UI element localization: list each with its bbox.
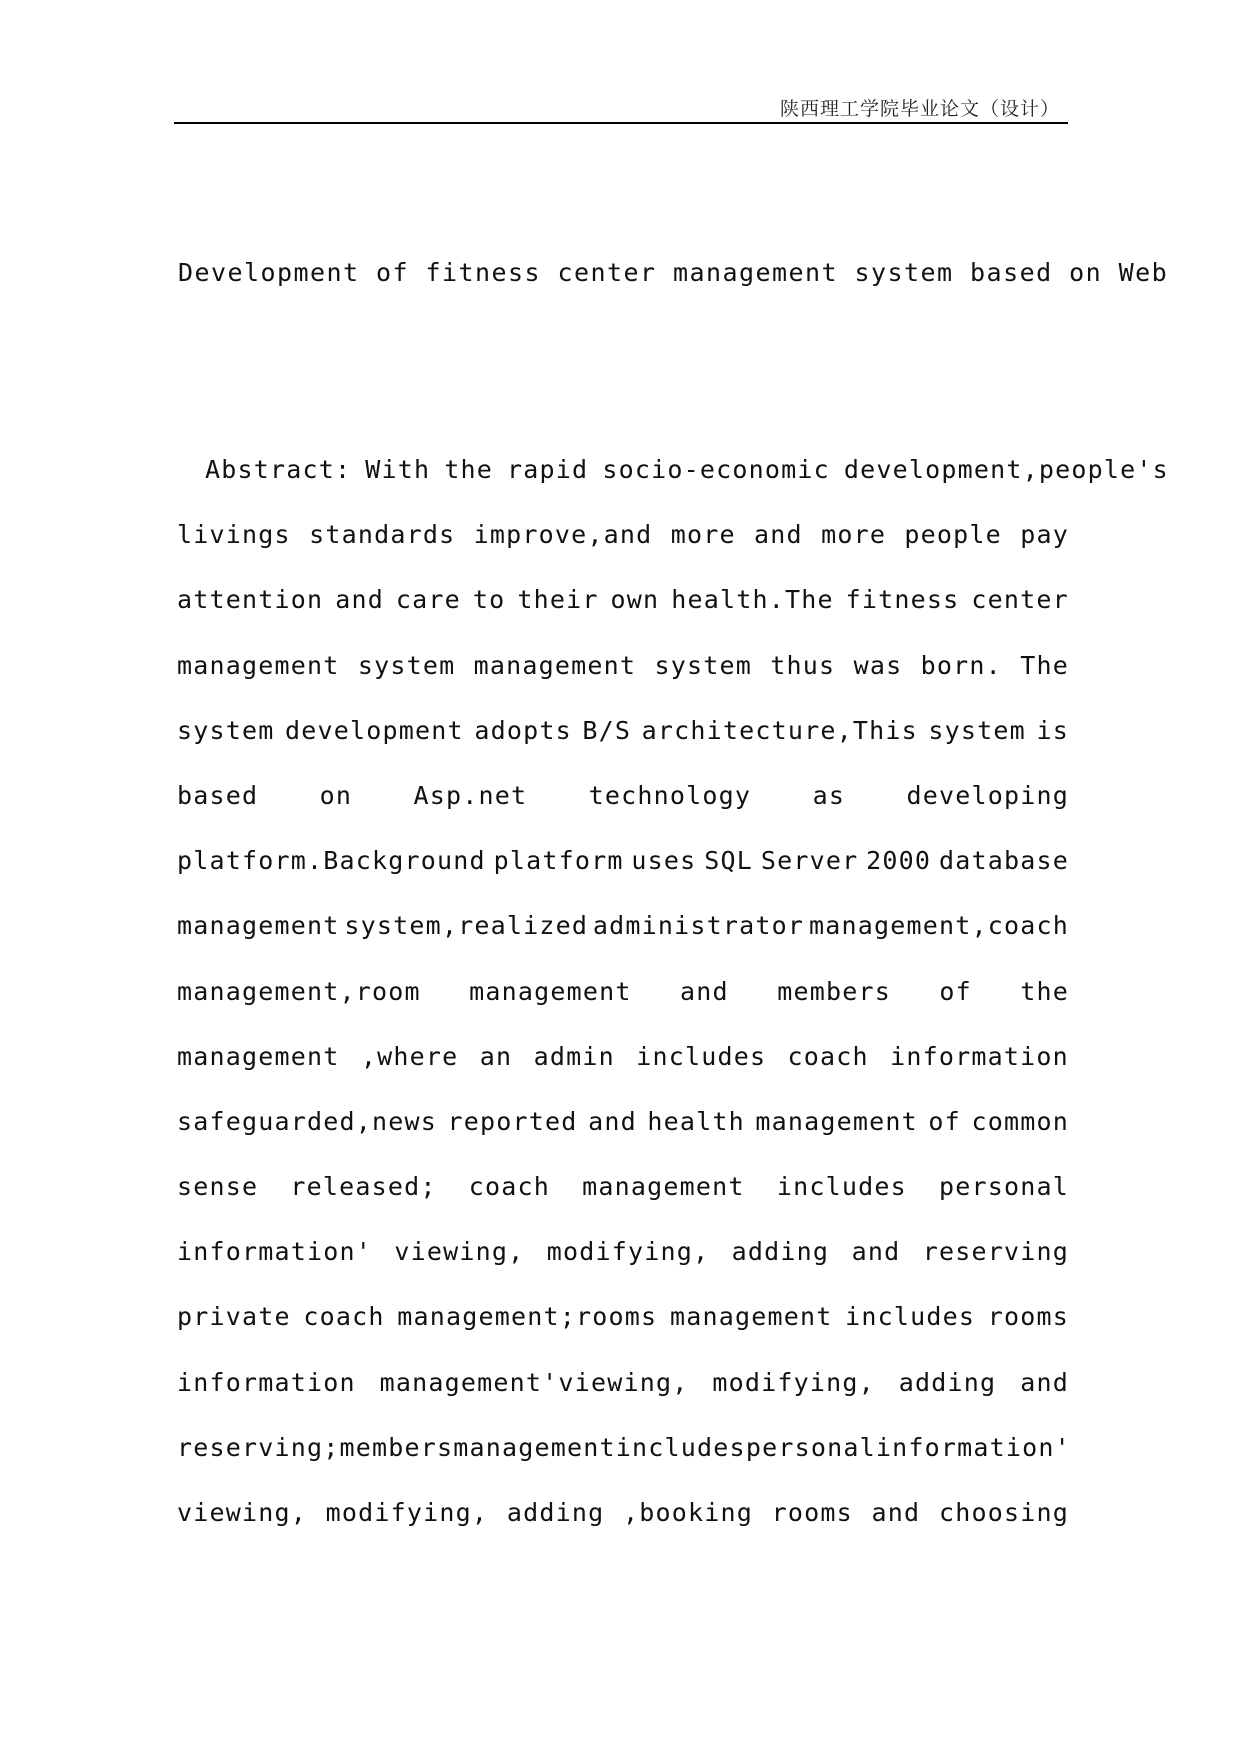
abstract-word: and — [335, 585, 384, 615]
abstract-word: management — [582, 1172, 745, 1202]
abstract-word: information' — [875, 1432, 1071, 1462]
abstract-word: modifying, — [712, 1367, 875, 1397]
abstract-word: includes — [636, 1041, 767, 1071]
abstract-word: management,coach — [808, 911, 1069, 941]
header-institution: 陕西理工学院毕业论文（设计） — [779, 98, 1060, 120]
abstract-word: released; — [290, 1172, 437, 1202]
abstract-word: rooms — [771, 1498, 853, 1527]
abstract-word: as — [812, 780, 846, 810]
abstract-word: and — [1020, 1367, 1069, 1397]
abstract-word: the — [1020, 976, 1069, 1006]
abstract-word: sense — [177, 1172, 259, 1202]
abstract-word: ,booking — [622, 1498, 753, 1527]
abstract-word: based — [177, 780, 259, 810]
abstract-line — [177, 1493, 1069, 1558]
abstract-word: The — [1020, 650, 1069, 680]
abstract-line — [177, 1297, 1069, 1362]
abstract-word: management,room — [177, 976, 421, 1006]
abstract-word: personal — [938, 1172, 1069, 1202]
abstract-word: health — [647, 1106, 745, 1136]
abstract-word: rooms — [987, 1302, 1069, 1332]
abstract-word: socio-economic — [602, 455, 830, 484]
abstract-word: management — [469, 976, 632, 1006]
abstract-word: common — [971, 1106, 1069, 1136]
abstract-line — [177, 450, 1169, 515]
abstract-word: own — [610, 585, 660, 615]
abstract-word: system — [654, 650, 752, 680]
abstract-word: includes — [776, 1172, 907, 1202]
abstract-word: livings — [177, 520, 291, 550]
abstract-word: B/S — [582, 715, 632, 745]
abstract-word: safeguarded,news — [177, 1106, 438, 1136]
abstract-word: developing — [906, 780, 1069, 810]
abstract-word: viewing, — [177, 1498, 308, 1527]
abstract-word: personal — [745, 1432, 876, 1462]
abstract-line — [177, 776, 1069, 841]
abstract-word: adding — [506, 1498, 605, 1527]
abstract-word: Asp.net — [413, 780, 528, 810]
abstract-word: modifying, — [325, 1498, 489, 1527]
abstract-line — [177, 1102, 1069, 1167]
abstract-word: management — [669, 1302, 833, 1332]
abstract-word: includes — [615, 1432, 746, 1462]
abstract-word: management'viewing, — [379, 1367, 689, 1397]
abstract-word: technology — [588, 780, 752, 810]
abstract-line — [177, 972, 1069, 1037]
abstract-word: system,realized — [344, 911, 589, 941]
abstract-word: Abstract: — [205, 455, 352, 484]
abstract-word: information' — [177, 1237, 373, 1267]
abstract-word: coach — [468, 1172, 551, 1202]
abstract-word: and — [680, 976, 729, 1006]
abstract-word: uses — [631, 846, 697, 876]
abstract-word: the — [444, 455, 494, 484]
abstract-word: information — [177, 1367, 356, 1397]
abstract-word: coach — [787, 1041, 869, 1071]
abstract-body — [177, 450, 1169, 1558]
abstract-word: SQL — [704, 846, 754, 876]
abstract-word: architecture,This — [641, 715, 918, 745]
abstract-word: thus — [770, 650, 836, 680]
abstract-word: attention — [177, 585, 324, 615]
abstract-word: management — [755, 1106, 918, 1136]
abstract-word: With — [365, 455, 431, 484]
abstract-word: administrator — [592, 911, 805, 941]
abstract-word: includes — [845, 1302, 976, 1332]
abstract-word: center — [971, 585, 1069, 615]
abstract-word: adopts — [474, 715, 572, 745]
abstract-word: modifying, — [546, 1237, 710, 1267]
abstract-line — [177, 906, 1069, 971]
abstract-word: management — [177, 1041, 340, 1071]
abstract-word: 2000 — [866, 846, 932, 876]
abstract-word: adding — [898, 1367, 997, 1397]
abstract-word: fitness — [845, 585, 960, 615]
abstract-word: private — [177, 1302, 291, 1332]
abstract-word: admin — [533, 1041, 615, 1071]
abstract-word: Server — [760, 846, 859, 876]
abstract-line — [177, 841, 1069, 906]
abstract-word: born. — [920, 650, 1002, 680]
page-header — [174, 92, 1068, 124]
abstract-word: choosing — [938, 1498, 1069, 1527]
abstract-word: to — [472, 585, 506, 615]
abstract-word: platform.Background — [177, 846, 486, 876]
abstract-word: people — [904, 520, 1002, 550]
abstract-word: management — [177, 911, 340, 941]
abstract-word: system — [928, 715, 1026, 745]
abstract-word: care — [395, 585, 461, 615]
abstract-word: more — [821, 520, 887, 550]
abstract-line — [177, 580, 1069, 645]
document-title: Development of fitness center management system based on Web — [178, 258, 1169, 287]
abstract-word: management — [473, 650, 637, 680]
abstract-word: their — [517, 585, 599, 615]
abstract-word: health.The — [671, 585, 834, 615]
abstract-word: improve,and — [473, 520, 653, 550]
abstract-word: members — [777, 976, 891, 1006]
abstract-word: information — [890, 1041, 1069, 1071]
abstract-word: management;rooms — [397, 1302, 658, 1332]
abstract-word: more — [670, 520, 736, 550]
abstract-line — [177, 1037, 1069, 1102]
abstract-word: development,people's — [843, 455, 1169, 484]
abstract-word: management — [453, 1432, 616, 1462]
abstract-word: standards — [309, 520, 456, 550]
abstract-line — [177, 1167, 1069, 1232]
abstract-word: of — [939, 976, 972, 1006]
abstract-word: pay — [1020, 520, 1069, 550]
abstract-word: and — [588, 1106, 637, 1136]
abstract-word: rapid — [507, 455, 589, 484]
abstract-word: ,where — [360, 1041, 459, 1071]
abstract-word: management — [177, 650, 340, 680]
abstract-word: and — [851, 1237, 901, 1267]
abstract-word: an — [479, 1041, 513, 1071]
abstract-word: reserving — [922, 1237, 1069, 1267]
abstract-word: reserving;members — [177, 1432, 454, 1462]
abstract-line — [177, 646, 1069, 711]
abstract-line — [177, 711, 1069, 776]
abstract-line — [177, 1363, 1069, 1428]
abstract-line — [177, 1232, 1069, 1297]
abstract-word: coach — [303, 1302, 385, 1332]
abstract-word: on — [319, 780, 353, 810]
abstract-word: adding — [731, 1237, 830, 1267]
abstract-word: of — [928, 1106, 961, 1136]
abstract-word: and — [754, 520, 803, 550]
abstract-line — [177, 515, 1069, 580]
abstract-word: is — [1036, 715, 1069, 745]
abstract-word: and — [871, 1498, 921, 1527]
abstract-word: system — [357, 650, 456, 680]
abstract-word: development — [285, 715, 464, 745]
abstract-line — [177, 1428, 1069, 1493]
abstract-word: platform — [493, 846, 624, 876]
abstract-word: was — [853, 650, 903, 680]
abstract-word: database — [938, 846, 1069, 876]
abstract-word: reported — [447, 1106, 578, 1136]
abstract-word: viewing, — [394, 1237, 525, 1267]
abstract-word: system — [177, 715, 275, 745]
